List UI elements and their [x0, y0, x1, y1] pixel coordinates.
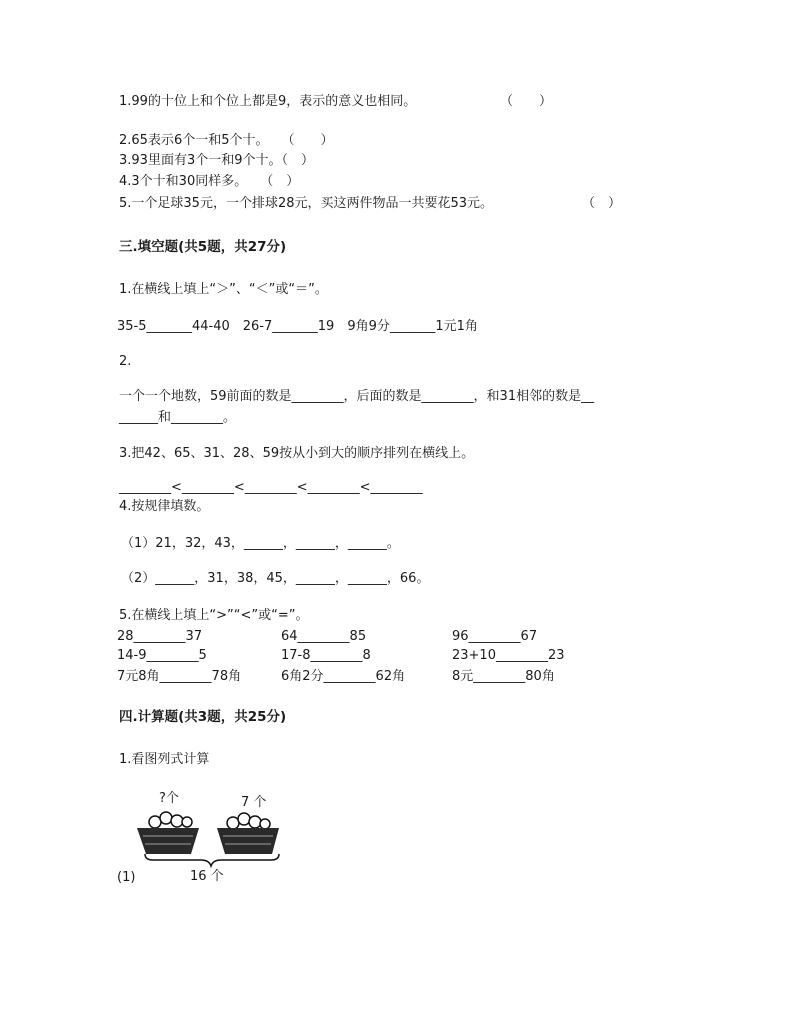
judge-q1: 1.99的十位上和个位上都是9，表示的意义也相同。 — [119, 94, 417, 109]
compare-item[interactable]: 96________67 — [452, 629, 538, 644]
calc-q1-title: 1.看图列式计算 — [119, 752, 210, 767]
compare-item[interactable]: 14-9________5 — [117, 648, 207, 663]
fill-q2-line1[interactable]: 一个一个地数，59前面的数是________，后面的数是________，和31相邻的数是__ — [119, 389, 595, 404]
right-basket-label: 7 个 — [241, 795, 267, 810]
judge-q3: 3.93里面有3个一和9个十。（ ） — [119, 153, 314, 168]
calc-q1-sub1: (1) — [117, 870, 136, 885]
section4-heading: 四.计算题(共3题，共25分) — [119, 709, 287, 725]
compare-item[interactable]: 23+10________23 — [452, 648, 565, 663]
fill-q3-title: 3.把42、65、31、28、59按从小到大的顺序排列在横线上。 — [119, 446, 475, 461]
answer-bracket[interactable]: （ ） — [582, 196, 622, 211]
compare-item[interactable]: 64________85 — [281, 629, 367, 644]
judge-q2: 2.65表示6个一和5个十。 （ ） — [119, 133, 334, 148]
section3-heading: 三.填空题(共5题，共27分) — [119, 239, 287, 255]
left-basket-icon — [137, 812, 199, 854]
compare-item[interactable]: 17-8________8 — [281, 648, 371, 663]
left-basket-label: ?个 — [159, 791, 179, 806]
compare-item[interactable]: 7元8角________78角 — [117, 669, 242, 684]
judge-q4: 4.3个十和30同样多。 （ ） — [119, 174, 300, 189]
fill-q2-number: 2. — [119, 354, 132, 369]
baskets-figure — [133, 786, 313, 886]
right-basket-icon — [217, 813, 279, 854]
fill-q4-line1[interactable]: （1）21，32，43，______，______，______。 — [121, 536, 400, 551]
fill-q5-title: 5.在横线上填上“>”“<”或“=”。 — [119, 608, 309, 623]
fill-q4-title: 4.按规律填数。 — [119, 499, 210, 514]
fill-q1-title: 1.在横线上填上“＞”、“＜”或“＝”。 — [119, 282, 328, 297]
total-label: 16 个 — [190, 869, 224, 884]
fill-q3-line[interactable]: ________<________<________<________<________ — [119, 480, 423, 495]
brace — [145, 854, 279, 866]
fill-q4-line2[interactable]: （2）______，31，38，45，______，______，66。 — [121, 571, 430, 586]
compare-item[interactable]: 6角2分________62角 — [281, 669, 406, 684]
judge-q5: 5.一个足球35元，一个排球28元，买这两件物品一共要花53元。 — [119, 196, 494, 211]
compare-item[interactable]: 28________37 — [117, 629, 203, 644]
fill-q2-line2[interactable]: ______和________。 — [119, 410, 237, 425]
fill-q1-line[interactable]: 35-5_______44-40 26-7_______19 9角9分_______1元1角 — [117, 319, 478, 334]
compare-item[interactable]: 8元________80角 — [452, 669, 555, 684]
answer-bracket[interactable]: （ ） — [500, 94, 553, 109]
